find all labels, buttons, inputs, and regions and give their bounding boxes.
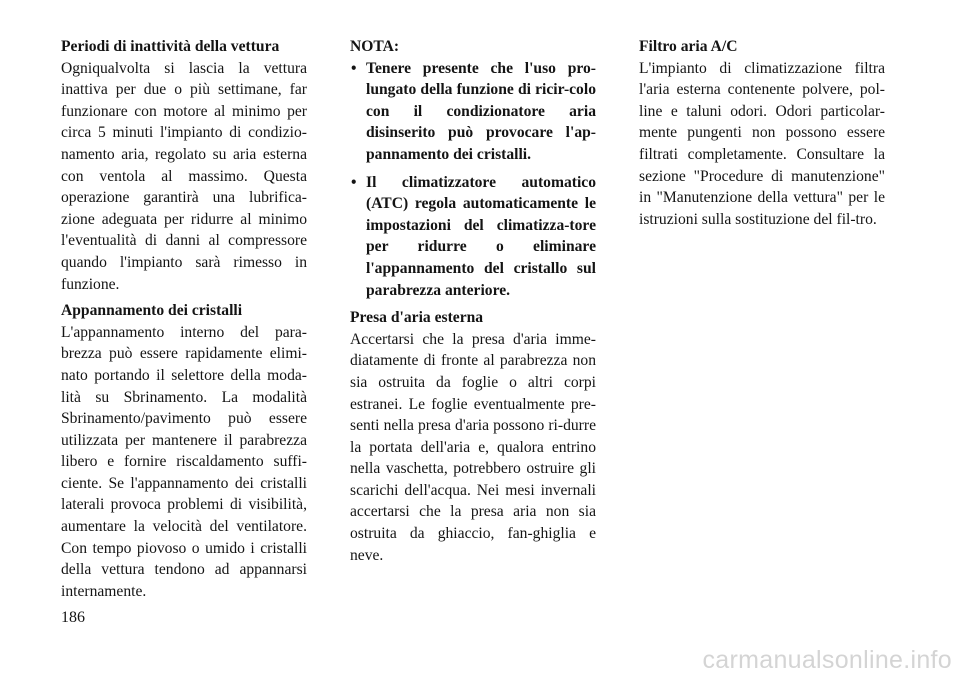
paragraph-air-intake: Accertarsi che la presa d'aria imme-diatamente di fronte al parabrezza non sia ostruita da foglie o altri corpi estranei. Le foglie eventualmente pre-senti nella presa d'aria possono ri-durre la portata dell'aria e, qualora entrino nella vaschetta, potrebbero ostruire gli scarichi dell'acqua. Nei mesi invernali accertarsi che la presa aria non sia ostruita da ghiaccio, fan-ghiglia e neve. <box>350 330 596 564</box>
section-heading-fogging: Appannamento dei cristalli <box>61 302 243 320</box>
note-item-atc <box>350 172 596 302</box>
paragraph-inactivity: Ogniqualvolta si lascia la vettura inattiva per due o più settimane, far funzionare con motore al minimo per circa 5 minuti l'impianto di condizio-namento aria, regolato su aria esterna con ventola al massimo. Questa operazione garantirà una lubrifica-zione adeguata per ridurre al minimo l'eventualità di danni al compressore quando l'impianto sarà rimesso in funzione. <box>61 59 307 293</box>
watermark: carmanualsonline.info <box>702 646 952 674</box>
note-item-text: Tenere presente che l'uso pro-lungato della funzione di ricir-colo con il condizionatore aria disinserito può provocare l'ap-pannamento dei cristalli. <box>366 59 596 163</box>
paragraph-ac-filter: L'impianto di climatizzazione filtra l'aria esterna contenente polvere, pol-line e taluni odori. Odori particolar-mente pungenti non possono essere filtrati completamente. Consultare la sezione "Procedure di manutenzione" in "Manutenzione della vettura" per le istruzioni sulla sostituzione del fil-tro. <box>639 59 885 228</box>
paragraph-fogging: L'appannamento interno del para-brezza può essere rapidamente elimi-nato portando il selettore della moda-lità su Sbrinamento. La modalità Sbrinamento/pavimento può essere utilizzata per mantenere il parabrezza libero e fornire riscaldamento suffi-ciente. Se l'appannamento dei cristalli laterali provoca problemi di visibilità, aumentare la velocità del ventilatore. Con tempo piovoso o umido i cristalli della vettura tendono ad appannarsi internamente. <box>61 323 307 600</box>
section-heading-air-intake: Presa d'aria esterna <box>350 309 484 327</box>
column-right <box>639 36 885 235</box>
section-heading-ac-filter: Filtro aria A/C <box>639 38 738 55</box>
column-middle <box>350 36 596 571</box>
column-left <box>61 36 307 607</box>
page-number: 186 <box>61 609 85 626</box>
bullet-icon: • <box>351 173 357 191</box>
section-heading-inactivity: Periodi di inattività della vettura <box>61 38 280 55</box>
note-item-recirculation <box>350 58 596 166</box>
note-list <box>350 58 596 302</box>
note-item-text: Il climatizzatore automatico (ATC) regola automaticamente le impostazioni del climatizza-tore per ridurre o eliminare l'appannamento del cristallo sul parabrezza anteriore. <box>366 173 596 299</box>
note-heading: NOTA: <box>350 38 400 55</box>
bullet-icon: • <box>351 59 357 77</box>
